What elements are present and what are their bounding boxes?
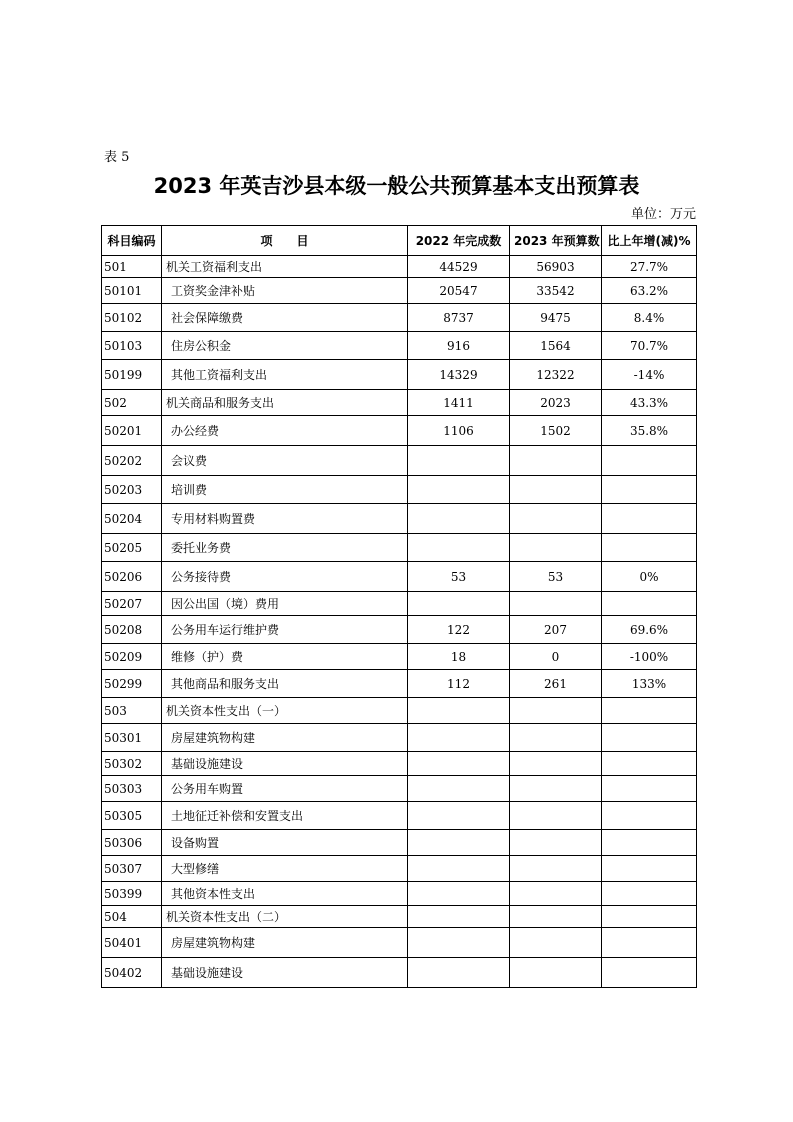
row-2023-budget: 56903 — [510, 256, 602, 278]
row-name: 其他资本性支出 — [162, 882, 408, 906]
row-code: 50205 — [102, 534, 162, 562]
row-2023-budget — [510, 928, 602, 958]
row-code: 50399 — [102, 882, 162, 906]
table-row — [102, 476, 697, 504]
row-code: 50305 — [102, 802, 162, 830]
row-code: 50102 — [102, 304, 162, 332]
table-row — [102, 928, 697, 958]
row-code: 503 — [102, 698, 162, 724]
row-name: 社会保障缴费 — [162, 304, 408, 332]
row-2023-budget — [510, 698, 602, 724]
row-2023-budget: 261 — [510, 670, 602, 698]
row-2022-actual — [408, 476, 510, 504]
row-name: 房屋建筑物构建 — [162, 724, 408, 752]
row-code: 501 — [102, 256, 162, 278]
row-code: 50207 — [102, 592, 162, 616]
row-2022-actual — [408, 446, 510, 476]
row-change-percent — [602, 958, 697, 988]
table-row — [102, 856, 697, 882]
row-change-percent: 69.6% — [602, 616, 697, 644]
table-row — [102, 562, 697, 592]
row-name: 工资奖金津补贴 — [162, 278, 408, 304]
table-row — [102, 304, 697, 332]
row-2023-budget: 2023 — [510, 390, 602, 416]
table-row — [102, 698, 697, 724]
table-row — [102, 802, 697, 830]
row-2022-actual: 8737 — [408, 304, 510, 332]
row-name: 会议费 — [162, 446, 408, 476]
row-2022-actual: 916 — [408, 332, 510, 360]
row-2022-actual — [408, 856, 510, 882]
table-row — [102, 360, 697, 390]
row-2022-actual — [408, 592, 510, 616]
row-name: 机关商品和服务支出 — [162, 390, 408, 416]
row-2023-budget — [510, 534, 602, 562]
row-2022-actual — [408, 830, 510, 856]
row-2022-actual — [408, 802, 510, 830]
row-change-percent — [602, 534, 697, 562]
unit-label: 单位：万元 — [630, 207, 696, 222]
row-change-percent — [602, 504, 697, 534]
row-change-percent: 35.8% — [602, 416, 697, 446]
row-code: 50301 — [102, 724, 162, 752]
table-number-label: 表 5 — [104, 150, 130, 165]
row-2022-actual: 1106 — [408, 416, 510, 446]
row-name: 公务接待费 — [162, 562, 408, 592]
row-2023-budget — [510, 802, 602, 830]
row-2022-actual: 14329 — [408, 360, 510, 390]
row-name: 基础设施建设 — [162, 958, 408, 988]
header-item: 项 目 — [162, 226, 408, 256]
row-change-percent — [602, 802, 697, 830]
row-change-percent: 43.3% — [602, 390, 697, 416]
row-code: 50401 — [102, 928, 162, 958]
row-name: 公务用车运行维护费 — [162, 616, 408, 644]
header-code: 科目编码 — [102, 226, 162, 256]
row-code: 50306 — [102, 830, 162, 856]
row-code: 504 — [102, 906, 162, 928]
row-2022-actual: 20547 — [408, 278, 510, 304]
table-row — [102, 724, 697, 752]
row-change-percent: 133% — [602, 670, 697, 698]
table-row — [102, 958, 697, 988]
table-row — [102, 906, 697, 928]
row-code: 50101 — [102, 278, 162, 304]
row-code: 50204 — [102, 504, 162, 534]
row-change-percent — [602, 776, 697, 802]
row-2023-budget: 33542 — [510, 278, 602, 304]
row-name: 办公经费 — [162, 416, 408, 446]
row-change-percent: 63.2% — [602, 278, 697, 304]
row-code: 50203 — [102, 476, 162, 504]
row-change-percent — [602, 856, 697, 882]
row-code: 50302 — [102, 752, 162, 776]
row-change-percent: -14% — [602, 360, 697, 390]
row-name: 机关资本性支出（一） — [162, 698, 408, 724]
table-row — [102, 670, 697, 698]
row-code: 50303 — [102, 776, 162, 802]
row-2023-budget — [510, 882, 602, 906]
row-2023-budget: 53 — [510, 562, 602, 592]
row-code: 50202 — [102, 446, 162, 476]
table-row — [102, 752, 697, 776]
row-change-percent — [602, 928, 697, 958]
row-2022-actual — [408, 928, 510, 958]
header-2022-actual: 2022 年完成数 — [408, 226, 510, 256]
row-2023-budget — [510, 958, 602, 988]
header-2023-budget: 2023 年预算数 — [510, 226, 602, 256]
row-change-percent — [602, 752, 697, 776]
row-2022-actual — [408, 698, 510, 724]
row-2023-budget — [510, 504, 602, 534]
row-2023-budget — [510, 446, 602, 476]
row-2022-actual — [408, 534, 510, 562]
row-change-percent: 8.4% — [602, 304, 697, 332]
row-name: 房屋建筑物构建 — [162, 928, 408, 958]
row-2022-actual: 1411 — [408, 390, 510, 416]
table-row — [102, 278, 697, 304]
row-2022-actual: 53 — [408, 562, 510, 592]
row-2023-budget: 12322 — [510, 360, 602, 390]
row-2023-budget — [510, 592, 602, 616]
row-change-percent: -100% — [602, 644, 697, 670]
row-name: 委托业务费 — [162, 534, 408, 562]
row-code: 50199 — [102, 360, 162, 390]
row-name: 土地征迁补偿和安置支出 — [162, 802, 408, 830]
row-2022-actual — [408, 776, 510, 802]
row-change-percent — [602, 906, 697, 928]
row-2023-budget: 1564 — [510, 332, 602, 360]
table-row — [102, 256, 697, 278]
table-row — [102, 830, 697, 856]
row-change-percent — [602, 592, 697, 616]
table-row — [102, 332, 697, 360]
row-2022-actual — [408, 752, 510, 776]
row-2023-budget — [510, 724, 602, 752]
table-row — [102, 882, 697, 906]
row-name: 住房公积金 — [162, 332, 408, 360]
row-name: 专用材料购置费 — [162, 504, 408, 534]
row-change-percent: 0% — [602, 562, 697, 592]
row-name: 培训费 — [162, 476, 408, 504]
row-name: 其他商品和服务支出 — [162, 670, 408, 698]
row-2023-budget: 207 — [510, 616, 602, 644]
row-2023-budget — [510, 476, 602, 504]
row-2023-budget — [510, 856, 602, 882]
table-row — [102, 446, 697, 476]
row-name: 因公出国（境）费用 — [162, 592, 408, 616]
row-2022-actual: 44529 — [408, 256, 510, 278]
row-2022-actual — [408, 504, 510, 534]
row-code: 50299 — [102, 670, 162, 698]
row-2022-actual: 112 — [408, 670, 510, 698]
page-title: 2023 年英吉沙县本级一般公共预算基本支出预算表 — [153, 174, 640, 198]
table-row — [102, 644, 697, 670]
table-row — [102, 416, 697, 446]
table-row — [102, 616, 697, 644]
row-code: 50208 — [102, 616, 162, 644]
row-2022-actual — [408, 724, 510, 752]
row-2023-budget — [510, 906, 602, 928]
row-change-percent — [602, 724, 697, 752]
row-2023-budget: 0 — [510, 644, 602, 670]
row-change-percent — [602, 698, 697, 724]
row-name: 设备购置 — [162, 830, 408, 856]
budget-table — [101, 225, 697, 988]
row-2022-actual — [408, 906, 510, 928]
row-2022-actual: 18 — [408, 644, 510, 670]
row-change-percent — [602, 882, 697, 906]
row-code: 502 — [102, 390, 162, 416]
row-code: 50402 — [102, 958, 162, 988]
row-name: 机关资本性支出（二） — [162, 906, 408, 928]
header-change-percent: 比上年增(减)% — [602, 226, 697, 256]
row-2023-budget — [510, 752, 602, 776]
row-2023-budget — [510, 776, 602, 802]
row-code: 50206 — [102, 562, 162, 592]
row-2023-budget: 9475 — [510, 304, 602, 332]
row-change-percent: 70.7% — [602, 332, 697, 360]
table-row — [102, 390, 697, 416]
table-row — [102, 592, 697, 616]
row-change-percent — [602, 476, 697, 504]
row-change-percent — [602, 446, 697, 476]
row-name: 基础设施建设 — [162, 752, 408, 776]
table-header-row — [102, 226, 697, 256]
row-name: 公务用车购置 — [162, 776, 408, 802]
table-row — [102, 534, 697, 562]
row-change-percent: 27.7% — [602, 256, 697, 278]
row-change-percent — [602, 830, 697, 856]
row-name: 大型修缮 — [162, 856, 408, 882]
row-code: 50201 — [102, 416, 162, 446]
table-row — [102, 504, 697, 534]
row-2023-budget — [510, 830, 602, 856]
table-row — [102, 776, 697, 802]
row-2023-budget: 1502 — [510, 416, 602, 446]
row-2022-actual: 122 — [408, 616, 510, 644]
row-2022-actual — [408, 958, 510, 988]
row-name: 其他工资福利支出 — [162, 360, 408, 390]
row-2022-actual — [408, 882, 510, 906]
row-name: 机关工资福利支出 — [162, 256, 408, 278]
row-code: 50307 — [102, 856, 162, 882]
row-code: 50209 — [102, 644, 162, 670]
row-code: 50103 — [102, 332, 162, 360]
row-name: 维修（护）费 — [162, 644, 408, 670]
